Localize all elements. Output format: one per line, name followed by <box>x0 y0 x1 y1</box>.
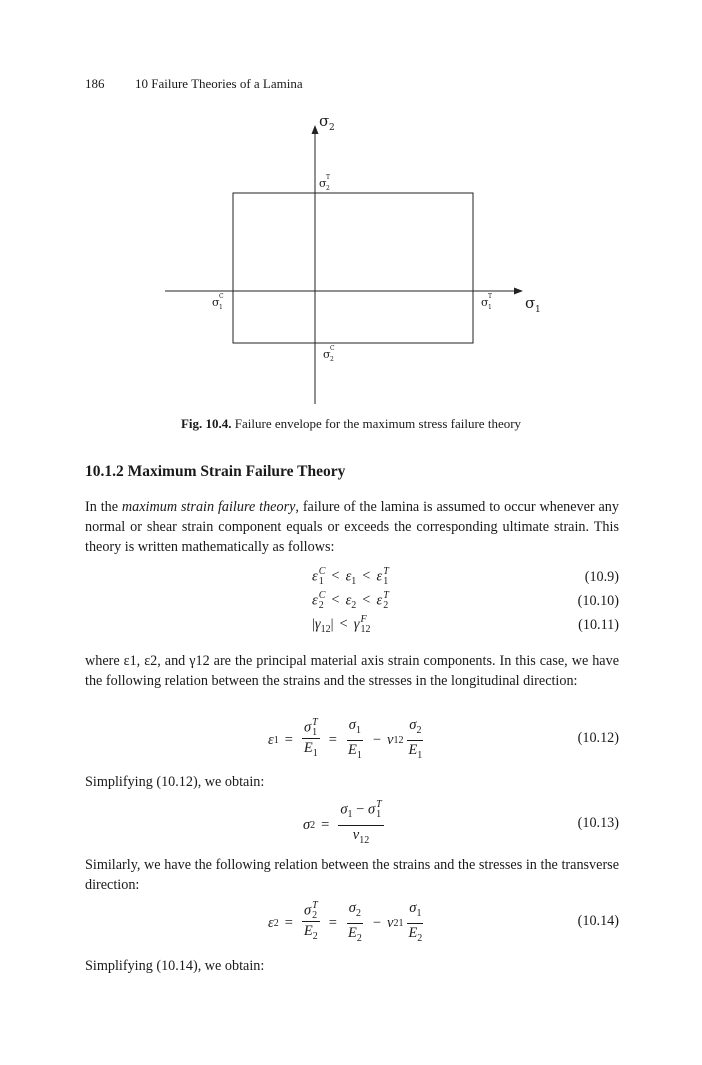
equation-10-14-number: (10.14) <box>577 913 619 929</box>
equation-10-10 <box>85 591 619 615</box>
paragraph-intro <box>85 497 619 557</box>
equation-10-9-number: (10.9) <box>584 569 619 585</box>
failure-envelope-figure <box>0 0 702 410</box>
equation-10-10-number: (10.10) <box>577 593 619 609</box>
para1-italic-term: maximum strain failure theory <box>121 499 296 515</box>
paragraph-strain-components: where ε1, ε2, and γ12 are the principal material axis strain components. In this case, we have the following relation between the strains and the stresses in the longitudinal direction: <box>85 653 619 689</box>
equation-10-14 <box>85 900 619 946</box>
sigma1-tension-label: σ <box>481 296 489 309</box>
equation-10-11-body: $|\gamma_{12}| < \gamma$ F 12 <box>312 614 371 636</box>
x-axis-arrowhead <box>514 288 523 295</box>
sigma1-tension-sup: T <box>488 293 493 300</box>
paragraph-simplify-10-12: Simplifying (10.12), we obtain: <box>85 774 265 790</box>
paragraph-transverse: Similarly, we have the following relation between the strains and the stresses in the transverse direction: <box>85 857 619 893</box>
equation-10-12-number: (10.12) <box>577 730 619 746</box>
equation-10-13-number: (10.13) <box>577 815 619 831</box>
equation-10-13 <box>85 799 619 848</box>
failure-envelope-rect <box>233 193 473 343</box>
equation-10-11 <box>85 615 619 639</box>
equation-10-14-body: ε 2 = σ T 2 $E_2$ = $\frac{\sigma_2}{E_2}$ − ν 21 $\frac{\sigma_1}{E_2}$ <box>268 899 423 944</box>
running-title: 10 Failure Theories of a Lamina <box>135 76 303 91</box>
y-axis-label: σ <box>319 112 330 130</box>
x-axis-label: σ <box>525 294 536 312</box>
section-heading: 10.1.2 Maximum Strain Failure Theory <box>85 463 346 480</box>
equation-10-12-body: ε 1 = σ T 1 $E_1$ = $\frac{\sigma_1}{E_1}$ − ν 12 $\frac{\sigma_2}{E_1}$ <box>268 716 423 761</box>
y-axis-label-sub: 2 <box>329 123 335 133</box>
x-axis-label-sub: 1 <box>535 305 541 315</box>
equation-10-9-body: ε C 1 < $\varepsilon_1 < \varepsilon$ T 1 <box>312 566 389 588</box>
para1-rest: , failure of the lamina is assumed to occur whenever any normal or shear strain component equals or exceeds the corresponding ultimate strain. This theory is written mathematically as follows: <box>85 499 619 555</box>
para1-intro: In the <box>85 499 122 515</box>
equation-10-13-body: σ 2 = $\sigma_1 - \sigma$ T 1 $\nu_{12}$ <box>303 799 382 846</box>
sigma1-compression-sup: C <box>219 293 224 300</box>
equation-10-11-number: (10.11) <box>578 617 619 633</box>
sigma2-tension-label: σ <box>319 177 327 190</box>
sigma1-compression-label: σ <box>212 296 220 309</box>
figure-caption <box>0 416 702 432</box>
failure-envelope-svg <box>0 0 702 410</box>
sigma2-tension-sup: T <box>326 174 331 181</box>
figure-caption-text: Failure envelope for the maximum stress failure theory <box>234 416 522 431</box>
sigma1-compression-sub: 1 <box>219 304 223 311</box>
page-number: 186 <box>85 76 105 91</box>
equation-10-10-body: ε C 2 < $\varepsilon_2 < \varepsilon$ T 2 <box>312 590 389 612</box>
y-axis-arrowhead <box>312 125 319 134</box>
sigma2-tension-sub: 2 <box>326 185 330 192</box>
figure-caption-label: Fig. 10.4. <box>180 416 232 431</box>
equation-10-9 <box>85 567 619 591</box>
sigma2-compression-sub: 2 <box>330 356 334 363</box>
equation-10-12 <box>85 717 619 763</box>
paragraph-simplify-10-14: Simplifying (10.14), we obtain: <box>85 958 265 974</box>
sigma2-compression-label: σ <box>323 348 331 361</box>
sigma1-tension-sub: 1 <box>488 304 492 311</box>
sigma2-compression-sup: C <box>330 345 335 352</box>
